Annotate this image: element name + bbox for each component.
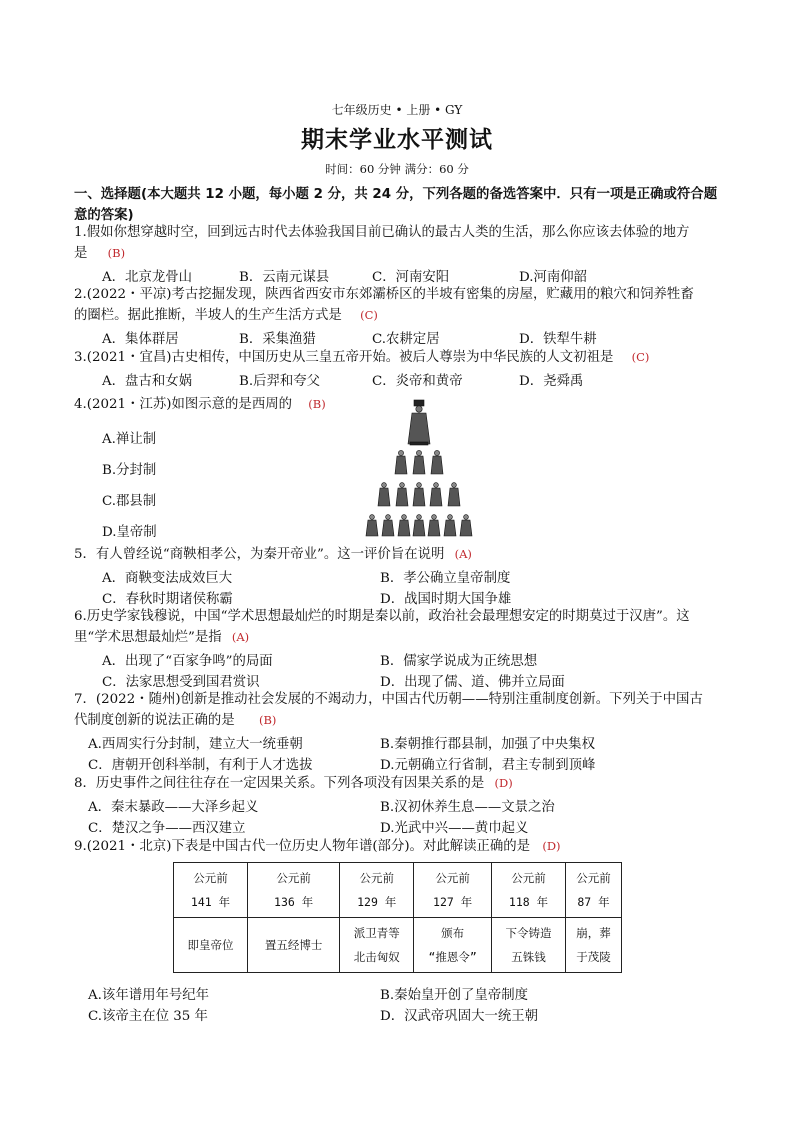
- q3-option-c: C．炎帝和黄帝: [372, 374, 463, 389]
- q8-option-c: C．楚汉之争——西汉建立: [88, 821, 246, 836]
- table-cell: 即皇帝位: [174, 918, 248, 973]
- q2-option-a: A．集体群居: [102, 332, 179, 347]
- question-8-text-main: 8．历史事件之间往往存在一定因果关系。下列各项没有因果关系的是: [74, 776, 485, 791]
- q4-option-c: C.郡县制: [102, 494, 157, 509]
- q8-option-b: B.汉初休养生息——文景之治: [380, 800, 555, 815]
- question-3-text: [74, 349, 649, 366]
- table-cell: 下令铸造 五铢钱: [492, 918, 566, 973]
- q3-option-a: A．盘古和女娲: [102, 374, 193, 389]
- q6-option-d: D．出现了儒、道、佛并立局面: [380, 675, 565, 690]
- question-1-text-end: 是: [74, 246, 88, 261]
- table-cell: 公元前 129 年: [340, 863, 414, 918]
- question-8-text: [74, 775, 513, 792]
- q2-option-b: B．采集渔猎: [239, 332, 316, 347]
- table-cell: 派卫青等 北击匈奴: [340, 918, 414, 973]
- q2-option-d: D．铁犁牛耕: [519, 332, 597, 347]
- question-1-text-cont: [74, 245, 125, 262]
- q5-option-c: C．春秋时期诸侯称霸: [102, 592, 233, 607]
- q7-option-c: C．唐朝开创科举制，有利于人才选拔: [88, 758, 313, 773]
- ministers-row: [378, 483, 460, 506]
- section-heading: 一、选择题(本大题共 12 小题，每小题 2 分，共 24 分，下列各题的备选答案中．只有一项是正确或符合题: [74, 187, 718, 202]
- question-9-answer: (D): [542, 839, 561, 853]
- question-6-answer: (A): [231, 630, 250, 644]
- q7-option-a: A.西周实行分封制，建立大一统垂朝: [88, 737, 303, 752]
- table-cell: 公元前 118 年: [492, 863, 566, 918]
- time-info: 时间：60 分钟 满分：60 分: [325, 162, 469, 176]
- question-2-answer: (C): [360, 308, 378, 322]
- table-cell: 公元前 127 年: [414, 863, 492, 918]
- question-7-text-end: 代制度创新的说法正确的是: [74, 713, 235, 728]
- section-heading-cont: 意的答案): [74, 208, 134, 223]
- table-cell: 公元前 87 年: [566, 863, 622, 918]
- question-3-text-main: 3.(2021・宜昌)古史相传，中国历史从三皇五帝开始。被后人尊崇为中华民族的人文初祖是: [74, 350, 614, 365]
- table-cell: 颁布 “推恩令”: [414, 918, 492, 973]
- table-cell: 置五经博士: [248, 918, 340, 973]
- table-row-events: [174, 918, 622, 973]
- question-4-answer: (B): [308, 397, 326, 411]
- question-2-text-cont: [74, 307, 378, 324]
- q9-option-d: D．汉武帝巩固大一统王朝: [380, 1009, 539, 1024]
- q8-option-d: D.光武中兴——黄巾起义: [380, 821, 529, 836]
- scholars-row: [366, 515, 472, 536]
- question-6-text-cont: [74, 629, 249, 646]
- q1-option-a: A．北京龙骨山: [102, 270, 193, 285]
- q5-option-a: A．商鞅变法成效巨大: [102, 571, 233, 586]
- q5-option-d: D．战国时期大国争雄: [380, 592, 512, 607]
- question-7-answer: (B): [258, 713, 277, 727]
- question-1-answer: (B): [107, 246, 126, 260]
- question-4-text: [74, 396, 326, 413]
- enfeoffment-pyramid-figure: [364, 398, 474, 538]
- exam-subtitle: 七年级历史 • 上册 • GY: [331, 103, 463, 117]
- q2-option-c: C.农耕定居: [372, 332, 440, 347]
- q4-option-d: D.皇帝制: [102, 525, 157, 540]
- q6-option-a: A．出现了“百家争鸣”的局面: [102, 654, 273, 669]
- q7-option-d: D.元朝确立行省制，君主专制到顶峰: [380, 758, 596, 773]
- table-cell: 公元前 136 年: [248, 863, 340, 918]
- q9-option-b: B.秦始皇开创了皇帝制度: [380, 988, 529, 1003]
- chronology-table: [173, 862, 622, 973]
- feudal-lords-row: [395, 450, 443, 474]
- q1-option-d: D.河南仰韶: [519, 270, 588, 285]
- king-figure: [408, 400, 430, 445]
- question-5-answer: (A): [454, 547, 472, 561]
- table-cell: 崩，葬 于茂陵: [566, 918, 622, 973]
- q7-option-b: B.秦朝推行郡县制，加强了中央集权: [380, 737, 595, 752]
- question-4-text-main: 4.(2021・江苏)如图示意的是西周的: [74, 397, 292, 412]
- q6-option-b: B．儒家学说成为正统思想: [380, 654, 538, 669]
- q8-option-a: A．秦末暴政——大泽乡起义: [88, 800, 259, 815]
- q3-option-d: D．尧舜禹: [519, 374, 584, 389]
- table-cell: 公元前 141 年: [174, 863, 248, 918]
- q1-option-c: C．河南安阳: [372, 270, 450, 285]
- q4-option-b: B.分封制: [102, 463, 157, 478]
- question-7-text: 7．(2022・随州)创新是推动社会发展的不竭动力，中国古代历朝——特别注重制度创新。下列关于中国古: [74, 692, 703, 707]
- question-2-text: 2.(2022・平凉)考古挖掘发现，陕西省西安市东郊灞桥区的半坡有密集的房屋，贮藏用的粮穴和饲养牲畜: [74, 287, 694, 302]
- question-9-text: [74, 838, 561, 855]
- question-9-text-main: 9.(2021・北京)下表是中国古代一位历史人物年谱(部分)。对此解读正确的是: [74, 839, 531, 854]
- q1-option-b: B．云南元谋县: [239, 270, 330, 285]
- question-5-text: [74, 546, 472, 563]
- q3-option-b: B.后羿和夸父: [239, 374, 321, 389]
- question-6-text-end: 里“学术思想最灿烂”是指: [74, 630, 222, 645]
- q9-option-c: C.该帝主在位 35 年: [88, 1009, 208, 1024]
- question-2-text-end: 的圈栏。据此推断，半坡人的生产生活方式是: [74, 308, 342, 323]
- q4-option-a: A.禅让制: [102, 432, 157, 447]
- q6-option-c: C．法家思想受到国君赏识: [102, 675, 260, 690]
- question-6-text: 6.历史学家钱穆说，中国“学术思想最灿烂的时期是秦以前，政治社会最理想安定的时期莫过于汉唐”。这: [74, 609, 690, 624]
- table-row-years: [174, 863, 622, 918]
- question-3-answer: (C): [631, 350, 650, 364]
- page-title: 期末学业水平测试: [301, 127, 493, 153]
- q9-option-a: A.该年谱用年号纪年: [88, 988, 210, 1003]
- question-1-text: 1.假如你想穿越时空，回到远古时代去体验我国目前已确认的最古人类的生活，那么你应该去体验的地方: [74, 225, 690, 240]
- question-7-text-cont: [74, 712, 276, 729]
- question-5-text-main: 5．有人曾经说“商鞅相孝公，为秦开帝业”。这一评价旨在说明: [74, 547, 445, 562]
- question-8-answer: (D): [494, 776, 513, 790]
- q5-option-b: B．孝公确立皇帝制度: [380, 571, 511, 586]
